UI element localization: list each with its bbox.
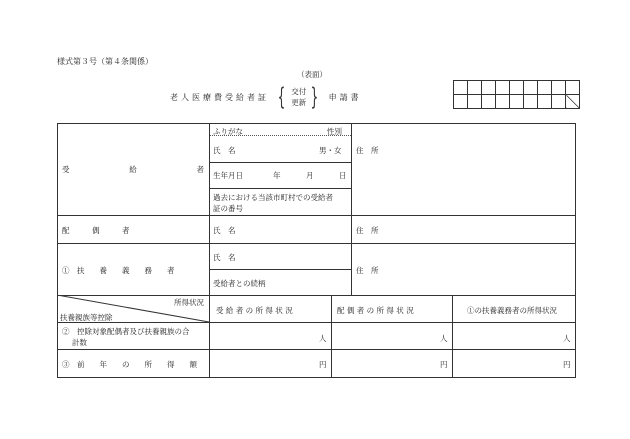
- unit-yen: 円: [563, 360, 571, 369]
- title-renew: 更新: [291, 98, 307, 107]
- left-brace-icon: {: [277, 83, 287, 111]
- number-cell[interactable]: [454, 95, 468, 109]
- number-cell[interactable]: [482, 81, 496, 95]
- number-cell[interactable]: [566, 81, 580, 95]
- title-issue: 交付: [291, 87, 307, 96]
- recipient-label: 受 給 者: [62, 165, 204, 174]
- unit-yen: 円: [440, 360, 448, 369]
- col-recipient-income: 受 給 者 の 所 得 状 況: [216, 306, 293, 315]
- number-cell[interactable]: [566, 95, 580, 109]
- unit-person: 人: [319, 334, 327, 343]
- number-cell[interactable]: [524, 81, 538, 95]
- sex-label: 性別: [327, 127, 342, 136]
- number-cell[interactable]: [552, 95, 566, 109]
- number-cell[interactable]: [468, 95, 482, 109]
- right-brace-icon: }: [310, 83, 320, 111]
- past-number-line1: 過去における当該市町村での受給者: [213, 193, 333, 202]
- supporter-name-label: 氏 名: [213, 253, 236, 262]
- number-cell[interactable]: [552, 81, 566, 95]
- number-cell[interactable]: [496, 81, 510, 95]
- unit-yen: 円: [319, 360, 327, 369]
- side-label: （表面）: [297, 70, 327, 79]
- col-supporter-income: ①の扶養義務者の所得状況: [467, 306, 557, 315]
- spouse-label: 配 偶 者: [62, 226, 130, 235]
- sex-options[interactable]: 男・女: [319, 146, 342, 155]
- number-cell[interactable]: [510, 95, 524, 109]
- past-number-line2: 証の番号: [213, 204, 243, 213]
- number-cell[interactable]: [454, 81, 468, 95]
- supporter-label: ① 扶 養 義 務 者: [62, 266, 175, 275]
- form-title: [170, 83, 362, 111]
- relation-label: 受給者との続柄: [213, 279, 266, 288]
- title-brace: [273, 85, 325, 109]
- col-spouse-income: 配 偶 者 の 所 得 状 況: [337, 306, 414, 315]
- income-status-label: 所得状況: [174, 298, 204, 307]
- dependents-label-line1: ② 控除対象配偶者及び扶養親族の合: [62, 327, 190, 336]
- spouse-address-label: 住 所: [356, 226, 379, 235]
- number-cell[interactable]: [510, 81, 524, 95]
- number-grid: [453, 80, 580, 109]
- recipient-name-label: 氏 名: [213, 146, 236, 155]
- title-suffix: 申請書: [328, 92, 362, 102]
- number-cell[interactable]: [538, 81, 552, 95]
- spouse-name-label: 氏 名: [213, 226, 236, 235]
- birth-label: 生年月日: [213, 171, 243, 180]
- deduction-label: 扶養親族等控除: [60, 313, 113, 322]
- number-cell[interactable]: [496, 95, 510, 109]
- unit-person: 人: [440, 334, 448, 343]
- number-cell[interactable]: [468, 81, 482, 95]
- prior-income-label: ③ 前 年 の 所 得 額: [62, 360, 197, 369]
- supporter-address-label: 住 所: [356, 266, 379, 275]
- unit-person: 人: [563, 334, 571, 343]
- number-cell[interactable]: [538, 95, 552, 109]
- birth-year: 年: [273, 171, 281, 180]
- furigana-label: ふりがな: [213, 127, 243, 136]
- recipient-address-label: 住 所: [356, 146, 379, 155]
- number-cell[interactable]: [482, 95, 496, 109]
- number-cell[interactable]: [524, 95, 538, 109]
- birth-month: 月: [306, 171, 314, 180]
- birth-day: 日: [339, 171, 347, 180]
- title-prefix: 老人医療費受給者証: [170, 92, 269, 102]
- dependents-label-line2: 計数: [72, 338, 87, 347]
- form-number: 様式第３号（第４条関係）: [57, 57, 153, 66]
